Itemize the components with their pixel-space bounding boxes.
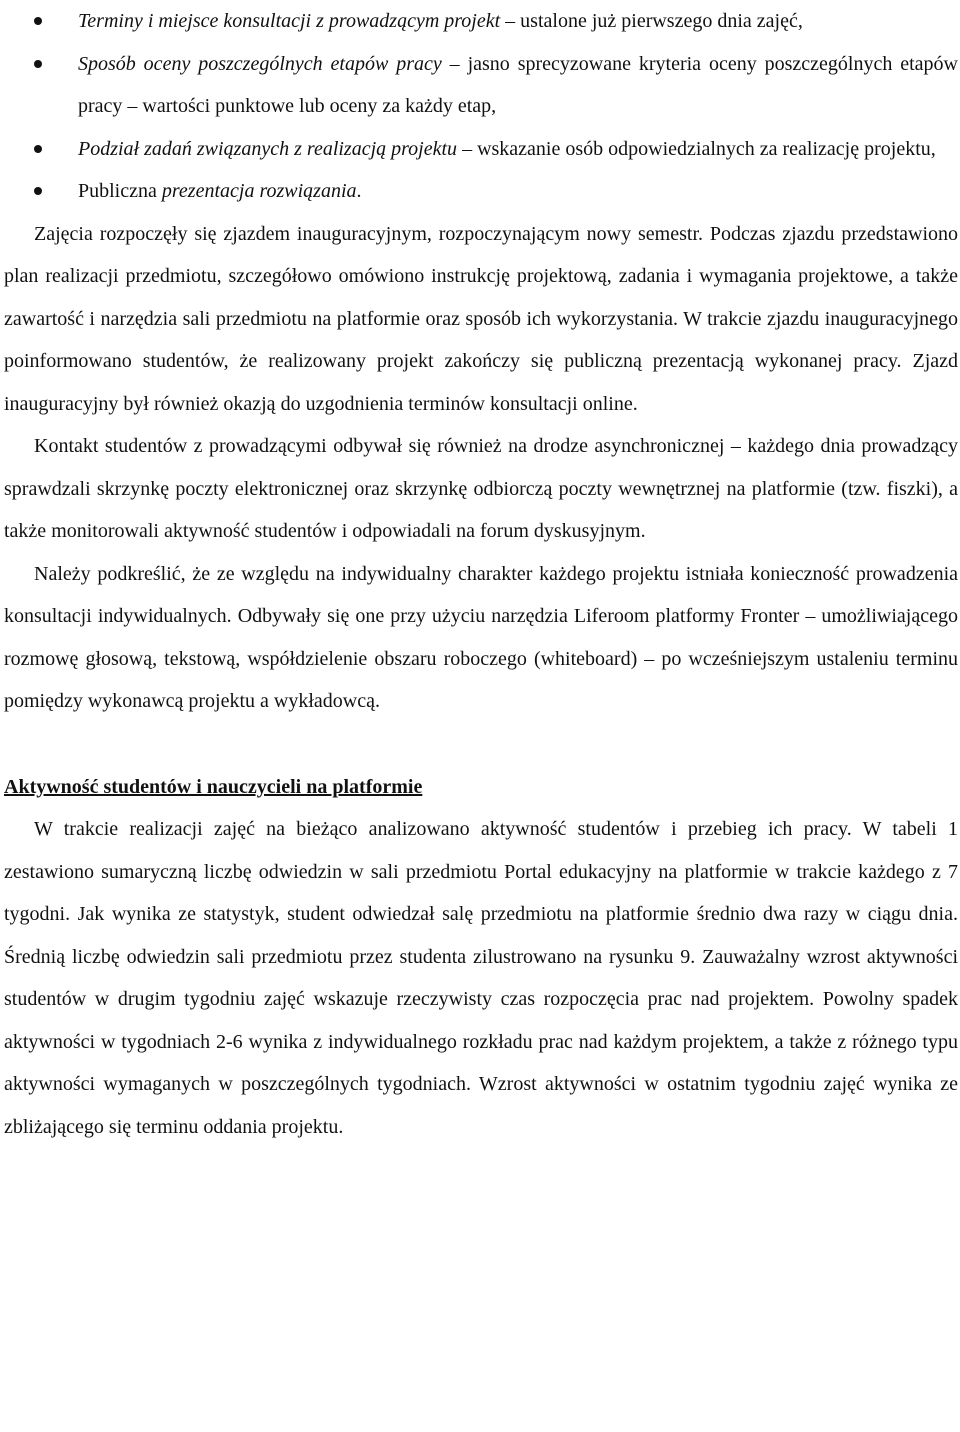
paragraph-activity: W trakcie realizacji zajęć na bieżąco analizowano aktywność studentów i przebieg ich pracy. W tabeli 1 zestawiono sumaryczną liczbę odwiedzin w sali przedmiotu Portal edukacyjny na platformie w trakcie każdego z 7 tygodni. Jak wynika ze statystyk, student odwiedzał salę przedmiotu na platformie średnio dwa razy w ciągu dnia. Średnią liczbę odwiedzin sali przedmiotu przez studenta zilustrowano na rysunku 9. Zauważalny wzrost aktywności studentów w drugim tygodniu zajęć wskazuje rzeczywisty czas rozpoczęcia prac nad projektem. Powolny spadek aktywności w tygodniach 2-6 wynika z indywidualnego rozkładu prac nad każdym projektem, a także z różnego typu aktywności wymaganych w poszczególnych tygodniach. Wzrost aktywności w ostatnim tygodniu zajęć wynika ze zbliżającego się terminu oddania projektu. [4,818,958,1138]
list-item [4,0,958,43]
section-spacer [4,723,958,766]
list-item-italic: Podział zadań związanych z realizacją projektu [78,137,458,160]
list-item [4,43,958,128]
section-heading: Aktywność studentów i nauczycieli na platformie [4,775,423,798]
list-item-text: . [356,180,362,202]
list-item [4,170,958,213]
bullet-icon [34,145,42,153]
list-item-prefix: Publiczna [78,180,162,202]
list-item-text: – wskazanie osób odpowiedzialnych za realizację projektu, [457,137,936,160]
paragraph-inauguration: Zajęcia rozpoczęły się zjazdem inauguracyjnym, rozpoczynającym nowy semestr. Podczas zjazdu przedstawiono plan realizacji przedmiotu, szczegółowo omówiono instrukcję projektową, zadania i wymagania projektowe, a także zawartość i narzędzia sali przedmiotu na platformie oraz sposób ich wykorzystania. W trakcie zjazdu inauguracyjnego poinformowano studentów, że realizowany projekt zakończy się publiczną prezentacją wykonanej pracy. Zjazd inauguracyjny był również okazją do uzgodnienia terminów konsultacji online. [4,222,958,415]
bullet-icon [34,17,42,25]
list-item-italic: prezentacja rozwiązania [161,180,357,202]
list-item [4,128,958,171]
bullet-list [4,0,958,213]
list-item-text: – jasno sprecyzowane kryteria oceny poszczególnych etapów pracy – wartości punktowe lub oceny za każdy etap, [78,52,958,117]
list-item-text: – ustalone już pierwszego dnia zajęć, [500,10,803,32]
bullet-icon [34,187,42,195]
list-item-italic: Sposób oceny poszczególnych etapów pracy [78,52,442,75]
paragraph-contact: Kontakt studentów z prowadzącymi odbywał się również na drodze asynchronicznej – każdego dnia prowadzący sprawdzali skrzynkę poczty elektronicznej oraz skrzynkę odbiorczą poczty wewnętrznej na platformie (tzw. fiszki), a także monitorowali aktywność studentów i odpowiadali na forum dyskusyjnym. [4,435,958,542]
bullet-icon [34,60,42,68]
list-item-italic: Terminy i miejsce konsultacji z prowadzącym projekt [78,10,501,32]
paragraph-consultations: Należy podkreślić, że ze względu na indywidualny charakter każdego projektu istniała konieczność prowadzenia konsultacji indywidualnych. Odbywały się one przy użyciu narzędzia Liferoom platformy Fronter – umożliwiającego rozmowę głosową, tekstową, współdzielenie obszaru roboczego (whiteboard) – po wcześniejszym ustaleniu terminu pomiędzy wykonawcą projektu a wykładowcą. [4,562,958,712]
